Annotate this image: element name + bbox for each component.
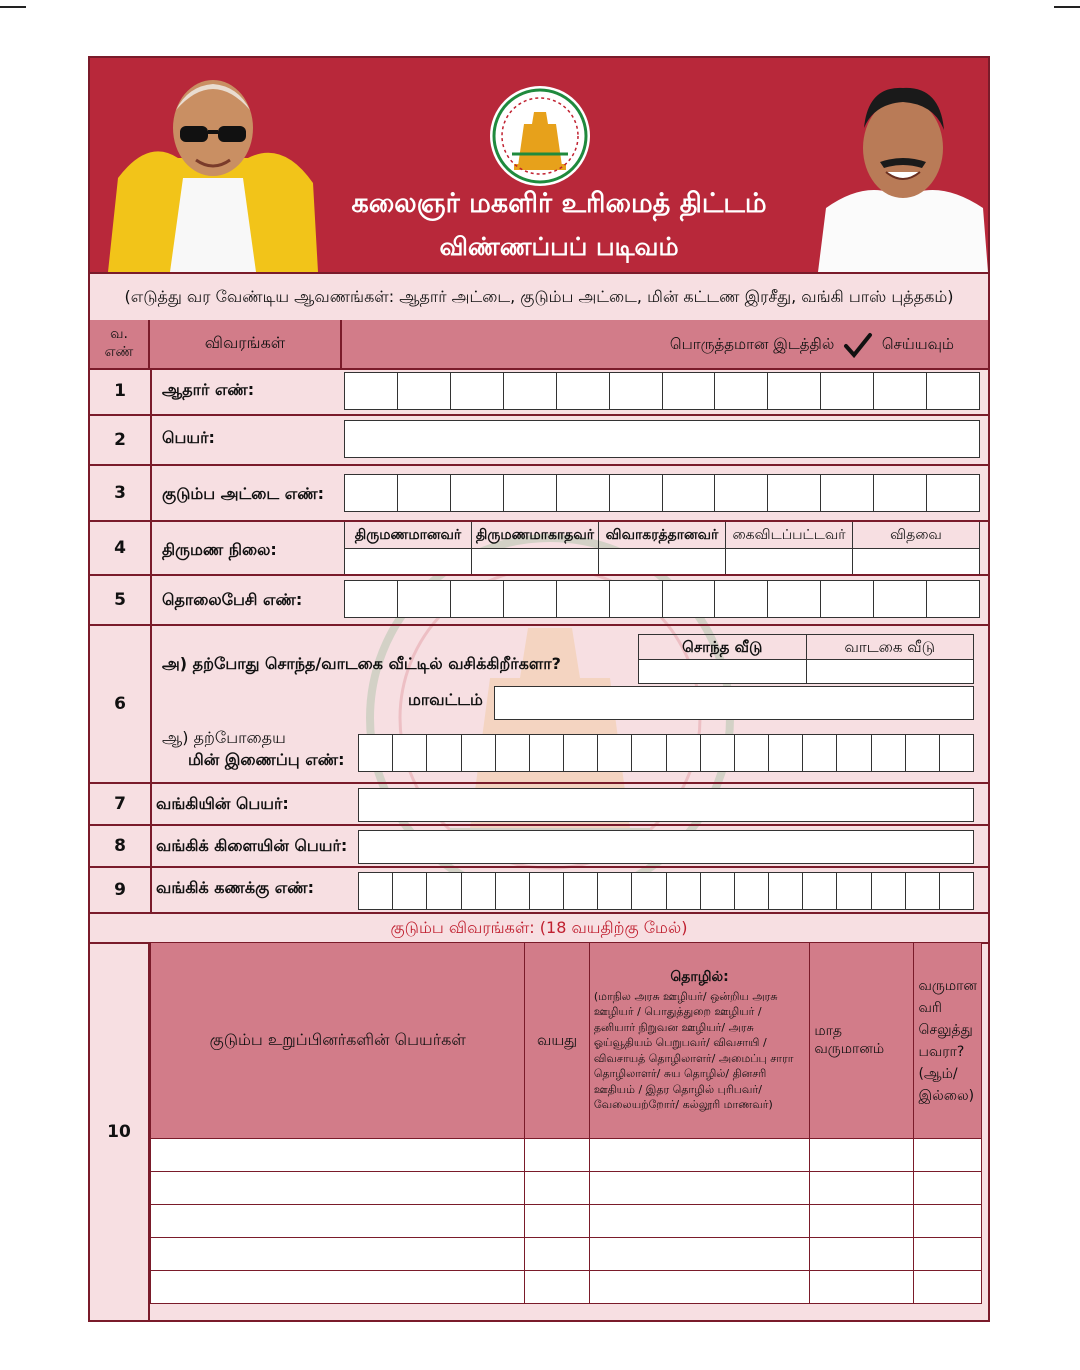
- aadhaar-label: ஆதார் எண்:: [162, 380, 255, 399]
- table-row: [151, 1271, 982, 1304]
- col-monthly-income: மாத வருமானம்: [810, 943, 914, 1139]
- income-cell[interactable]: [810, 1271, 914, 1304]
- account-number-label: வங்கிக் கணக்கு எண்:: [156, 878, 315, 897]
- table-row: [151, 1238, 982, 1271]
- instruction-after: செய்யவும்: [881, 335, 954, 353]
- branch-name-input[interactable]: [358, 830, 974, 864]
- details-header: விவரங்கள்: [150, 320, 342, 368]
- eb-label-line1: ஆ) தற்போதைய: [162, 728, 286, 747]
- account-number-input[interactable]: [358, 872, 974, 910]
- income-cell[interactable]: [810, 1205, 914, 1238]
- eb-connection-input[interactable]: [358, 734, 974, 772]
- marital-option-widow[interactable]: [852, 522, 979, 574]
- income-cell[interactable]: [810, 1172, 914, 1205]
- phone-label: தொலைபேசி எண்:: [162, 590, 303, 609]
- row-number: 7: [90, 784, 152, 824]
- corner-mark-left: [0, 6, 26, 8]
- option-label: திருமணமாகாதவர்: [475, 527, 595, 543]
- row-phone: [90, 576, 988, 626]
- row-marital-status: [90, 522, 988, 576]
- row-number: 5: [90, 576, 152, 624]
- row-number: 6: [90, 626, 152, 782]
- table-row: [151, 1205, 982, 1238]
- marital-status-label: திருமண நிலை:: [162, 540, 277, 559]
- marital-option-divorced[interactable]: [598, 522, 725, 574]
- col-member-names: குடும்ப உறுப்பினர்களின் பெயர்கள்: [151, 943, 525, 1139]
- aadhaar-input[interactable]: [344, 372, 980, 410]
- row-number: 9: [90, 868, 152, 912]
- row-aadhaar: [90, 368, 988, 416]
- option-label: வாடகை வீடு: [844, 638, 935, 656]
- checkmark-icon: [843, 332, 873, 358]
- option-label: விதவை: [890, 527, 942, 543]
- table-header: [90, 320, 988, 370]
- serial-no-line1: வ.: [110, 326, 128, 342]
- name-input[interactable]: [344, 420, 980, 458]
- residence-question: அ) தற்போது சொந்த/வாடகை வீட்டில் வசிக்கிறீர்களா?: [162, 654, 561, 673]
- eb-label-line2: மின் இணைப்பு எண்:: [188, 750, 345, 769]
- member-name-cell[interactable]: [151, 1238, 525, 1271]
- district-label: மாவட்டம்: [408, 690, 483, 709]
- form-subtitle: விண்ணப்பப் படிவம்: [439, 232, 679, 261]
- occupation-cell[interactable]: [589, 1271, 810, 1304]
- option-label: திருமணமானவர்: [354, 527, 462, 543]
- row-number: 8: [90, 826, 152, 866]
- col-age: வயது: [525, 943, 589, 1139]
- corner-mark-right: [1054, 6, 1080, 8]
- income-cell[interactable]: [810, 1238, 914, 1271]
- house-option-rented[interactable]: [806, 635, 974, 683]
- marital-option-deserted[interactable]: [725, 522, 852, 574]
- col-income-tax: வருமான வரி செலுத்து பவரா? (ஆம்/ இல்லை): [914, 943, 982, 1139]
- member-name-cell[interactable]: [151, 1172, 525, 1205]
- age-cell[interactable]: [525, 1172, 589, 1205]
- tax-cell[interactable]: [914, 1205, 982, 1238]
- option-checkbox[interactable]: [639, 659, 806, 683]
- family-section-title: குடும்ப விவரங்கள்: (18 வயதிற்கு மேல்): [90, 914, 988, 944]
- ration-card-input[interactable]: [344, 474, 980, 512]
- member-name-cell[interactable]: [151, 1205, 525, 1238]
- marital-option-unmarried[interactable]: [471, 522, 598, 574]
- application-form: [88, 56, 990, 1322]
- bank-name-label: வங்கியின் பெயர்:: [156, 794, 289, 813]
- name-label: பெயர்:: [162, 428, 215, 447]
- row-number: 2: [90, 416, 152, 464]
- row-branch-name: [90, 826, 988, 868]
- tax-cell[interactable]: [914, 1238, 982, 1271]
- option-label: விவாகரத்தானவர்: [605, 527, 719, 543]
- option-checkbox[interactable]: [853, 548, 979, 574]
- family-members-table: [150, 942, 982, 1304]
- age-cell[interactable]: [525, 1238, 589, 1271]
- ration-card-label: குடும்ப அட்டை எண்:: [162, 484, 324, 503]
- required-documents: (எடுத்து வர வேண்டிய ஆவணங்கள்: ஆதார் அட்டை, குடும்ப அட்டை, மின் கட்டண இரசீது, வங்கி பாஸ் புத்தகம்): [90, 272, 988, 322]
- table-row: [151, 1172, 982, 1205]
- phone-input[interactable]: [344, 580, 980, 618]
- row-number: 1: [90, 368, 152, 414]
- row-name: [90, 416, 988, 466]
- bank-name-input[interactable]: [358, 788, 974, 822]
- option-label: சொந்த வீடு: [682, 638, 763, 656]
- tax-cell[interactable]: [914, 1271, 982, 1304]
- house-type-options: [638, 634, 974, 684]
- tax-cell[interactable]: [914, 1172, 982, 1205]
- option-checkbox[interactable]: [472, 548, 598, 574]
- occupation-cell[interactable]: [589, 1238, 810, 1271]
- row-bank-name: [90, 784, 988, 826]
- occupation-cell[interactable]: [589, 1205, 810, 1238]
- tax-cell[interactable]: [914, 1139, 982, 1172]
- serial-no-line2: எண்: [104, 344, 134, 360]
- row-residence: [90, 626, 988, 784]
- house-option-own[interactable]: [639, 635, 806, 683]
- serial-no-header: [90, 320, 150, 368]
- occupation-list: (மாநில அரசு ஊழியர்/ ஒன்றிய அரசு ஊழியர் / பொதுத்துறை ஊழியர் / தனியார் நிறுவன ஊழியர்/ அரசு ஓய்வூதியம் பெறுபவர்/ விவசாயி / விவசாயத் தொழிலாளர்/ அமைப்பு சாரா தொழிலாளர்/ சுய தொழில்/ தினசரி ஊதியம் / இதர தொழில் புரிபவர்/வேலையற்றோர்/ கல்லூரி மாணவர்): [593, 989, 794, 1111]
- table-row: [151, 1139, 982, 1172]
- option-checkbox[interactable]: [345, 548, 471, 574]
- row-ration-card: [90, 466, 988, 522]
- row-number: 4: [90, 522, 152, 574]
- occupation-title: தொழில்:: [670, 968, 729, 985]
- member-name-cell[interactable]: [151, 1139, 525, 1172]
- option-checkbox[interactable]: [599, 548, 725, 574]
- family-row-number: 10: [90, 942, 150, 1322]
- instruction-before: பொருத்தமான இடத்தில்: [669, 335, 835, 353]
- tn-emblem: [488, 84, 592, 188]
- row-number: 3: [90, 466, 152, 520]
- row-account-number: [90, 868, 988, 914]
- branch-name-label: வங்கிக் கிளையின் பெயர்:: [156, 836, 348, 855]
- scheme-title: கலைஞர் மகளிர் உரிமைத் திட்டம்: [351, 188, 767, 219]
- option-checkbox[interactable]: [726, 548, 852, 574]
- option-label: கைவிடப்பட்டவர்: [732, 527, 846, 543]
- marital-status-options: [344, 522, 980, 574]
- col-occupation: [589, 943, 810, 1139]
- instruction-header: [340, 320, 988, 368]
- income-cell[interactable]: [810, 1139, 914, 1172]
- age-cell[interactable]: [525, 1205, 589, 1238]
- district-input[interactable]: [494, 686, 974, 720]
- marital-option-married[interactable]: [345, 522, 471, 574]
- age-cell[interactable]: [525, 1271, 589, 1304]
- occupation-cell[interactable]: [589, 1139, 810, 1172]
- occupation-cell[interactable]: [589, 1172, 810, 1205]
- member-name-cell[interactable]: [151, 1271, 525, 1304]
- age-cell[interactable]: [525, 1139, 589, 1172]
- option-checkbox[interactable]: [807, 659, 974, 683]
- header-banner: [90, 58, 988, 272]
